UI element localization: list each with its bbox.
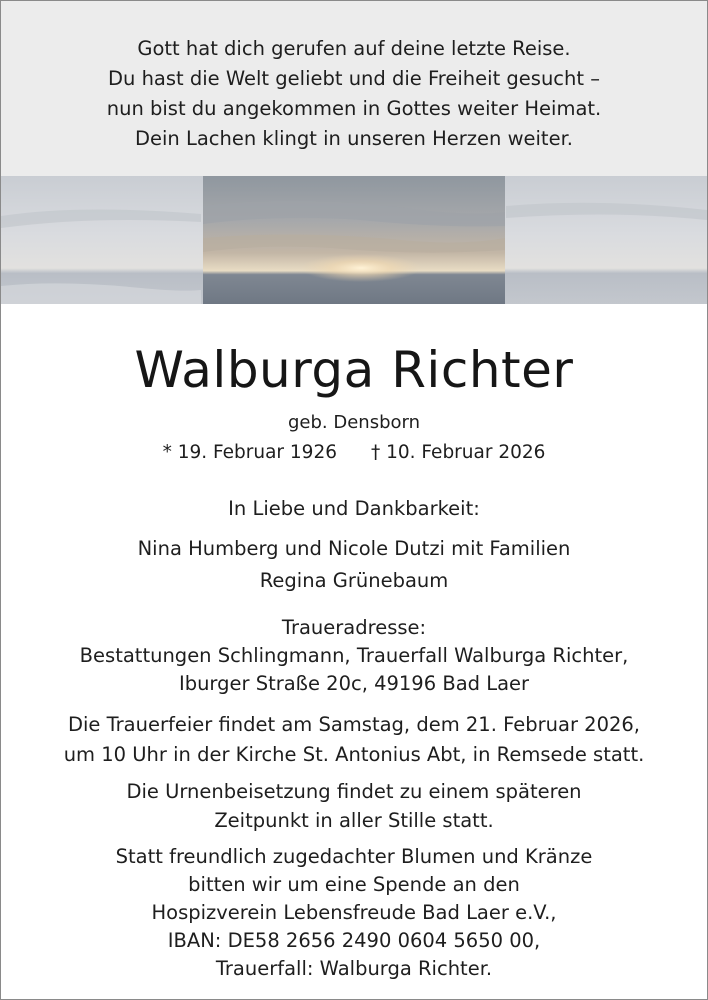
death-date: † 10. Februar 2026 xyxy=(371,442,546,463)
service-line: Die Trauerfeier findet am Samstag, dem 21. Februar 2026, xyxy=(67,713,641,736)
address-line: Bestattungen Schlingmann, Trauerfall Walburga Richter, xyxy=(79,644,629,667)
service-line: um 10 Uhr in der Kirche St. Antonius Abt, in Remsede statt. xyxy=(63,743,645,766)
donation-iban: IBAN: DE58 2656 2490 0604 5650 00, xyxy=(167,929,541,952)
donation-line: Trauerfall: Walburga Richter. xyxy=(215,957,493,980)
birth-name: geb. Densborn xyxy=(287,412,421,433)
poem-line: Du hast die Welt geliebt und die Freiheit gesucht – xyxy=(108,67,600,90)
donation-line: Hospizverein Lebensfreude Bad Laer e.V., xyxy=(151,901,557,924)
burial-line: Zeitpunkt in aller Stille statt. xyxy=(214,809,494,832)
donation-line: Statt freundlich zugedachter Blumen und Kränze xyxy=(115,845,593,868)
mourners-line: Nina Humberg und Nicole Dutzi mit Familien xyxy=(137,537,571,560)
mourners-intro: In Liebe und Dankbarkeit: xyxy=(228,497,480,520)
donation-line: bitten wir um eine Spende an den xyxy=(188,873,520,896)
poem-line: Dein Lachen klingt in unseren Herzen weiter. xyxy=(134,127,574,150)
address-label: Traueradresse: xyxy=(281,616,427,639)
birth-date: * 19. Februar 1926 xyxy=(162,442,337,463)
address-line: Iburger Straße 20c, 49196 Bad Laer xyxy=(178,672,530,695)
mourners-line: Regina Grünebaum xyxy=(259,569,449,592)
deceased-name: Walburga Richter xyxy=(134,341,574,399)
poem-line: nun bist du angekommen in Gottes weiter Heimat. xyxy=(106,97,602,120)
poem-line: Gott hat dich gerufen auf deine letzte Reise. xyxy=(137,37,571,60)
burial-line: Die Urnenbeisetzung findet zu einem späteren xyxy=(126,780,582,803)
